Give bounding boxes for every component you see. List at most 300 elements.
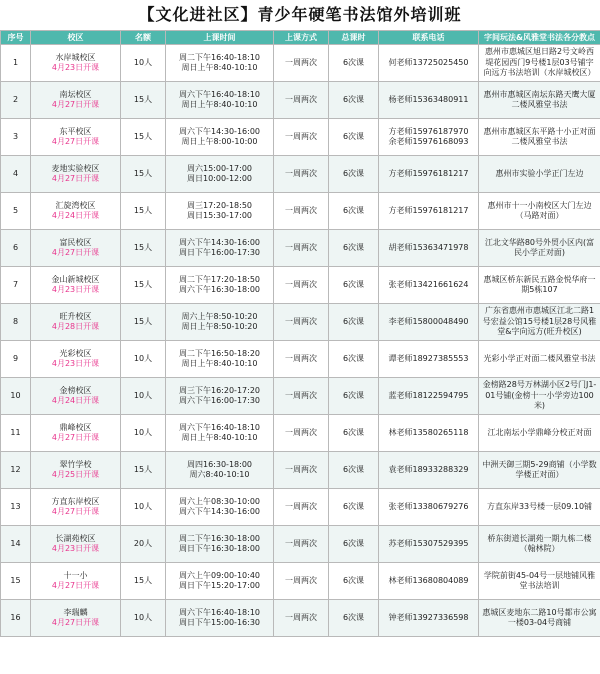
row-number-text: 12 — [10, 464, 21, 474]
total-text: 6次课 — [342, 538, 365, 548]
class-time: 周日上午8:40-10:10 — [181, 359, 258, 368]
total-cell — [329, 267, 379, 304]
campus-name: 长湖苑校区 — [55, 533, 96, 543]
time-cell — [166, 45, 274, 82]
campus-name: 金榜校区 — [59, 385, 92, 395]
header-row — [1, 31, 600, 45]
quota-cell — [121, 119, 166, 156]
address-cell — [479, 378, 600, 415]
mode-cell — [274, 489, 329, 526]
mode-cell — [274, 267, 329, 304]
time-cell — [166, 378, 274, 415]
class-time: 周三17:20-18:50 — [187, 200, 252, 210]
class-time: 周日下午15:00-16:30 — [179, 618, 260, 627]
total-cell — [329, 82, 379, 119]
quota-cell — [121, 452, 166, 489]
phone-cell — [379, 230, 479, 267]
row-number — [1, 304, 31, 341]
open-date: 4月28日开课 — [51, 322, 100, 331]
total-text: 6次课 — [342, 131, 365, 141]
campus-name: 东平校区 — [59, 126, 92, 136]
phone-cell — [379, 119, 479, 156]
quota-text: 15人 — [133, 242, 153, 252]
mode-text: 一周两次 — [285, 168, 317, 178]
total-cell — [329, 341, 379, 378]
mode-cell — [274, 156, 329, 193]
class-time: 周日15:30-17:00 — [187, 211, 252, 220]
row-number — [1, 378, 31, 415]
campus-name: 金山新城校区 — [51, 274, 100, 284]
mode-text: 一周两次 — [285, 390, 317, 400]
quota-text: 15人 — [133, 316, 153, 326]
phone-text: 蓝老师18122594795 — [388, 390, 469, 400]
quota-cell — [121, 415, 166, 452]
total-text: 6次课 — [342, 612, 365, 622]
row-number-text: 9 — [12, 353, 19, 363]
mode-cell — [274, 378, 329, 415]
campus-cell — [31, 489, 121, 526]
table-row — [1, 378, 600, 415]
row-number — [1, 489, 31, 526]
campus-name: 李瑞麟 — [63, 607, 88, 617]
table-row — [1, 230, 600, 267]
table-row — [1, 563, 600, 600]
phone-text: 何老师13725025450 — [388, 57, 469, 67]
campus-name: 方直东岸校区 — [51, 496, 100, 506]
campus-name: 翠竹学校 — [59, 459, 92, 469]
quota-cell — [121, 156, 166, 193]
address-cell — [479, 156, 600, 193]
open-date: 4月23日开课 — [51, 359, 100, 368]
time-cell — [166, 600, 274, 637]
total-text: 6次课 — [342, 390, 365, 400]
open-date: 4月23日开课 — [51, 544, 100, 553]
row-number-text: 13 — [10, 501, 21, 511]
total-text: 6次课 — [342, 168, 365, 178]
campus-cell — [31, 82, 121, 119]
campus-name: 十一小 — [63, 570, 88, 580]
time-cell — [166, 156, 274, 193]
class-time: 周六上午08:30-10:00 — [179, 496, 260, 506]
class-time: 周六下午16:00-17:30 — [179, 396, 260, 405]
phone-cell — [379, 526, 479, 563]
mode-cell — [274, 230, 329, 267]
address-cell — [479, 452, 600, 489]
class-time: 周二下午16:50-18:20 — [179, 348, 260, 358]
phone-cell — [379, 304, 479, 341]
quota-cell — [121, 230, 166, 267]
address-cell — [479, 193, 600, 230]
class-time: 周二下午17:20-18:50 — [179, 274, 260, 284]
total-cell — [329, 489, 379, 526]
quota-text: 10人 — [133, 427, 153, 437]
open-date: 4月23日开课 — [51, 285, 100, 294]
campus-name: 光彩校区 — [59, 348, 92, 358]
mode-text: 一周两次 — [285, 279, 317, 289]
header-time: 上课时间 — [166, 31, 274, 45]
phone-text: 胡老师15363471978 — [388, 242, 469, 252]
address-text: 惠州市惠城区旭日路2号文岭西堤花园西门9号楼1层03号铺字向远方书法培训（水岸城校区） — [483, 47, 596, 78]
quota-text: 10人 — [133, 57, 153, 67]
mode-cell — [274, 193, 329, 230]
phone-cell — [379, 193, 479, 230]
total-text: 6次课 — [342, 57, 365, 67]
address-cell — [479, 45, 600, 82]
row-number-text: 2 — [12, 94, 19, 104]
table-row — [1, 119, 600, 156]
class-time: 周六下午16:40-18:10 — [179, 422, 260, 432]
total-cell — [329, 193, 379, 230]
title-rest: 青少年硬笔书法馆外培训班 — [257, 5, 462, 24]
class-time: 周六下午14:30-16:00 — [179, 126, 260, 136]
open-date: 4月24日开课 — [51, 211, 100, 220]
address-cell — [479, 267, 600, 304]
class-time: 周四16:30-18:00 — [187, 459, 252, 469]
quota-text: 10人 — [133, 390, 153, 400]
phone-text: 钟老师13927336598 — [388, 612, 469, 622]
table-row — [1, 45, 600, 82]
time-cell — [166, 563, 274, 600]
row-number — [1, 526, 31, 563]
mode-text: 一周两次 — [285, 353, 317, 363]
class-time: 周日上午8:40-10:10 — [181, 63, 258, 72]
phone-cell — [379, 341, 479, 378]
address-cell — [479, 341, 600, 378]
time-cell — [166, 267, 274, 304]
class-time: 周六下午16:40-18:10 — [179, 89, 260, 99]
time-cell — [166, 304, 274, 341]
phone-text: 余老师15976168093 — [388, 137, 469, 146]
quota-text: 10人 — [133, 612, 153, 622]
total-cell — [329, 600, 379, 637]
header-address: 字间玩法&风雅堂书法各分教点 — [479, 31, 600, 45]
total-cell — [329, 452, 379, 489]
open-date: 4月23日开课 — [51, 63, 100, 72]
row-number — [1, 45, 31, 82]
table-row — [1, 452, 600, 489]
row-number-text: 5 — [12, 205, 19, 215]
phone-text: 林老师13580265118 — [388, 427, 469, 437]
open-date: 4月27日开课 — [51, 581, 100, 590]
header-mode: 上课方式 — [274, 31, 329, 45]
mode-text: 一周两次 — [285, 612, 317, 622]
phone-cell — [379, 600, 479, 637]
phone-text: 林老师13680804089 — [388, 575, 469, 585]
phone-cell — [379, 452, 479, 489]
open-date: 4月27日开课 — [51, 248, 100, 257]
mode-cell — [274, 600, 329, 637]
mode-text: 一周两次 — [285, 242, 317, 252]
quota-text: 15人 — [133, 131, 153, 141]
header-phone: 联系电话 — [379, 31, 479, 45]
total-cell — [329, 563, 379, 600]
class-time: 周三下午16:20-17:20 — [179, 385, 260, 395]
total-cell — [329, 45, 379, 82]
mode-text: 一周两次 — [285, 205, 317, 215]
quota-text: 10人 — [133, 353, 153, 363]
row-number-text: 3 — [12, 131, 19, 141]
class-time: 周日下午16:00-17:30 — [179, 248, 260, 257]
mode-text: 一周两次 — [285, 427, 317, 437]
campus-cell — [31, 156, 121, 193]
table-row — [1, 267, 600, 304]
row-number-text: 8 — [12, 316, 19, 326]
row-number-text: 11 — [10, 427, 21, 437]
campus-cell — [31, 267, 121, 304]
phone-text: 方老师15976187970 — [388, 126, 469, 136]
phone-text: 方老师15976181217 — [388, 205, 469, 215]
row-number-text: 10 — [10, 390, 21, 400]
campus-name: 南坛校区 — [59, 89, 92, 99]
address-text: 惠城区桥东新民五路金悦华府一期5栋107 — [483, 274, 596, 294]
header-campus: 校区 — [31, 31, 121, 45]
row-number — [1, 415, 31, 452]
total-cell — [329, 230, 379, 267]
quota-text: 15人 — [133, 464, 153, 474]
row-number-text: 1 — [12, 57, 19, 67]
total-text: 6次课 — [342, 205, 365, 215]
total-text: 6次课 — [342, 353, 365, 363]
row-number — [1, 82, 31, 119]
row-number-text: 14 — [10, 538, 21, 548]
quota-text: 15人 — [133, 168, 153, 178]
address-text: 桥东街道长湖苑一期九栋二楼（翰林院） — [487, 533, 592, 553]
row-number — [1, 119, 31, 156]
total-cell — [329, 378, 379, 415]
mode-text: 一周两次 — [285, 538, 317, 548]
row-number — [1, 563, 31, 600]
total-cell — [329, 526, 379, 563]
class-time: 周日上午8:40-10:10 — [181, 100, 258, 109]
class-time: 周六上午8:50-10:20 — [181, 311, 258, 321]
address-text: 惠州市实验小学正门左边 — [495, 168, 584, 178]
row-number-text: 7 — [12, 279, 19, 289]
phone-cell — [379, 82, 479, 119]
phone-text: 袁老师18933288329 — [388, 464, 469, 474]
mode-text: 一周两次 — [285, 464, 317, 474]
time-cell — [166, 119, 274, 156]
quota-text: 15人 — [133, 205, 153, 215]
address-cell — [479, 489, 600, 526]
row-number — [1, 156, 31, 193]
class-time: 周二下午16:40-18:10 — [179, 52, 260, 62]
phone-text: 李老师15800048490 — [388, 316, 469, 326]
table-row — [1, 415, 600, 452]
class-time: 周日上午8:00-10:00 — [181, 137, 258, 146]
address-cell — [479, 563, 600, 600]
phone-text: 谭老师18927385553 — [388, 353, 469, 363]
campus-cell — [31, 563, 121, 600]
time-cell — [166, 452, 274, 489]
address-cell — [479, 526, 600, 563]
address-text: 惠州市惠城区东平路十小正对面二楼风雅堂书法 — [483, 126, 596, 146]
quota-cell — [121, 341, 166, 378]
class-time: 周六8:40-10:10 — [189, 470, 250, 479]
class-time: 周六下午14:30-16:00 — [179, 237, 260, 247]
table-row — [1, 156, 600, 193]
address-cell — [479, 230, 600, 267]
mode-cell — [274, 119, 329, 156]
address-text: 广东省惠州市惠城区江北二路1号宏益公馆15号楼1层28号风雅堂&字向远方(旺升校区) — [482, 306, 597, 337]
class-time: 周日上午8:40-10:10 — [181, 433, 258, 442]
mode-text: 一周两次 — [285, 575, 317, 585]
mode-cell — [274, 526, 329, 563]
header-quota: 名额 — [121, 31, 166, 45]
time-cell — [166, 341, 274, 378]
class-time: 周日下午16:30-18:00 — [179, 544, 260, 553]
address-text: 学院前街45-04号一层地铺风雅堂书法培训 — [483, 570, 596, 590]
table-row — [1, 82, 600, 119]
open-date: 4月27日开课 — [51, 433, 100, 442]
campus-cell — [31, 526, 121, 563]
campus-cell — [31, 378, 121, 415]
class-time: 周六下午16:30-18:00 — [179, 285, 260, 294]
quota-cell — [121, 378, 166, 415]
address-cell — [479, 119, 600, 156]
total-text: 6次课 — [342, 427, 365, 437]
campus-name: 富民校区 — [59, 237, 92, 247]
address-cell — [479, 600, 600, 637]
mode-text: 一周两次 — [285, 131, 317, 141]
quota-text: 15人 — [133, 575, 153, 585]
quota-cell — [121, 304, 166, 341]
mode-text: 一周两次 — [285, 501, 317, 511]
phone-cell — [379, 415, 479, 452]
total-cell — [329, 415, 379, 452]
total-cell — [329, 156, 379, 193]
total-cell — [329, 119, 379, 156]
table-row — [1, 341, 600, 378]
schedule-table — [0, 30, 600, 637]
table-body — [1, 45, 600, 637]
campus-cell — [31, 415, 121, 452]
quota-text: 15人 — [133, 279, 153, 289]
class-time: 周日上午8:50-10:20 — [181, 322, 258, 331]
row-number-text: 16 — [10, 612, 21, 622]
time-cell — [166, 489, 274, 526]
mode-cell — [274, 452, 329, 489]
address-text: 光彩小学正对面二楼风雅堂书法 — [483, 353, 596, 363]
campus-name: 水岸城校区 — [55, 52, 96, 62]
mode-cell — [274, 415, 329, 452]
row-number — [1, 600, 31, 637]
quota-cell — [121, 193, 166, 230]
mode-text: 一周两次 — [285, 94, 317, 104]
total-text: 6次课 — [342, 316, 365, 326]
header-no: 序号 — [1, 31, 31, 45]
phone-cell — [379, 156, 479, 193]
phone-cell — [379, 45, 479, 82]
table-row — [1, 600, 600, 637]
address-cell — [479, 304, 600, 341]
time-cell — [166, 193, 274, 230]
table-row — [1, 489, 600, 526]
address-cell — [479, 82, 600, 119]
time-cell — [166, 82, 274, 119]
campus-name: 旺升校区 — [59, 311, 92, 321]
quota-text: 20人 — [133, 538, 153, 548]
phone-text: 方老师15976181217 — [388, 168, 469, 178]
open-date: 4月25日开课 — [51, 470, 100, 479]
class-time: 周二下午16:30-18:00 — [179, 533, 260, 543]
class-time: 周六下午16:40-18:10 — [179, 607, 260, 617]
header-total: 总课时 — [329, 31, 379, 45]
campus-name: 鼎峰校区 — [59, 422, 92, 432]
mode-cell — [274, 304, 329, 341]
total-text: 6次课 — [342, 501, 365, 511]
phone-text: 苏老师15307529395 — [388, 538, 469, 548]
campus-name: 汇旋湾校区 — [55, 200, 96, 210]
row-number — [1, 341, 31, 378]
table-row — [1, 304, 600, 341]
campus-cell — [31, 193, 121, 230]
campus-name: 麦地实验校区 — [51, 163, 100, 173]
address-text: 江北南坛小学鼎峰分校正对面 — [487, 427, 592, 437]
phone-cell — [379, 563, 479, 600]
quota-cell — [121, 45, 166, 82]
quota-text: 15人 — [133, 94, 153, 104]
mode-cell — [274, 563, 329, 600]
campus-cell — [31, 119, 121, 156]
address-text: 江北文华路80号外贸小区内(富民小学正对面) — [484, 237, 595, 257]
row-number — [1, 230, 31, 267]
campus-cell — [31, 304, 121, 341]
total-cell — [329, 304, 379, 341]
time-cell — [166, 526, 274, 563]
phone-cell — [379, 378, 479, 415]
total-text: 6次课 — [342, 464, 365, 474]
phone-cell — [379, 267, 479, 304]
title-name: 文化进社区 — [155, 5, 241, 24]
phone-cell — [379, 489, 479, 526]
quota-cell — [121, 526, 166, 563]
row-number-text: 15 — [10, 575, 21, 585]
title-bracket-open: 【 — [138, 5, 156, 24]
mode-text: 一周两次 — [285, 57, 317, 67]
page-title — [0, 0, 600, 30]
open-date: 4月27日开课 — [51, 174, 100, 183]
quota-cell — [121, 600, 166, 637]
time-cell — [166, 230, 274, 267]
address-text: 惠城区麦地东二路10号都市公寓一楼03-04号商铺 — [482, 607, 597, 627]
open-date: 4月27日开课 — [51, 507, 100, 516]
row-number-text: 6 — [12, 242, 19, 252]
mode-text: 一周两次 — [285, 316, 317, 326]
quota-text: 10人 — [133, 501, 153, 511]
class-time: 周六下午14:30-16:00 — [179, 507, 260, 516]
open-date: 4月27日开课 — [51, 618, 100, 627]
address-text: 中洲天御三期5-29商铺（小学数学楼正对面） — [482, 459, 597, 479]
row-number — [1, 452, 31, 489]
class-time: 周六上午09:00-10:40 — [179, 570, 260, 580]
address-cell — [479, 415, 600, 452]
total-text: 6次课 — [342, 94, 365, 104]
quota-cell — [121, 563, 166, 600]
quota-cell — [121, 267, 166, 304]
campus-cell — [31, 600, 121, 637]
campus-cell — [31, 230, 121, 267]
quota-cell — [121, 82, 166, 119]
class-time: 周六15:00-17:00 — [187, 163, 252, 173]
address-text: 金榜路28号万林湖小区2号门J1-01号铺(金榜十一小学旁边100米) — [482, 380, 597, 411]
class-time: 周日下午15:20-17:00 — [179, 581, 260, 590]
time-cell — [166, 415, 274, 452]
table-row — [1, 193, 600, 230]
row-number — [1, 193, 31, 230]
open-date: 4月27日开课 — [51, 137, 100, 146]
mode-cell — [274, 45, 329, 82]
quota-cell — [121, 489, 166, 526]
